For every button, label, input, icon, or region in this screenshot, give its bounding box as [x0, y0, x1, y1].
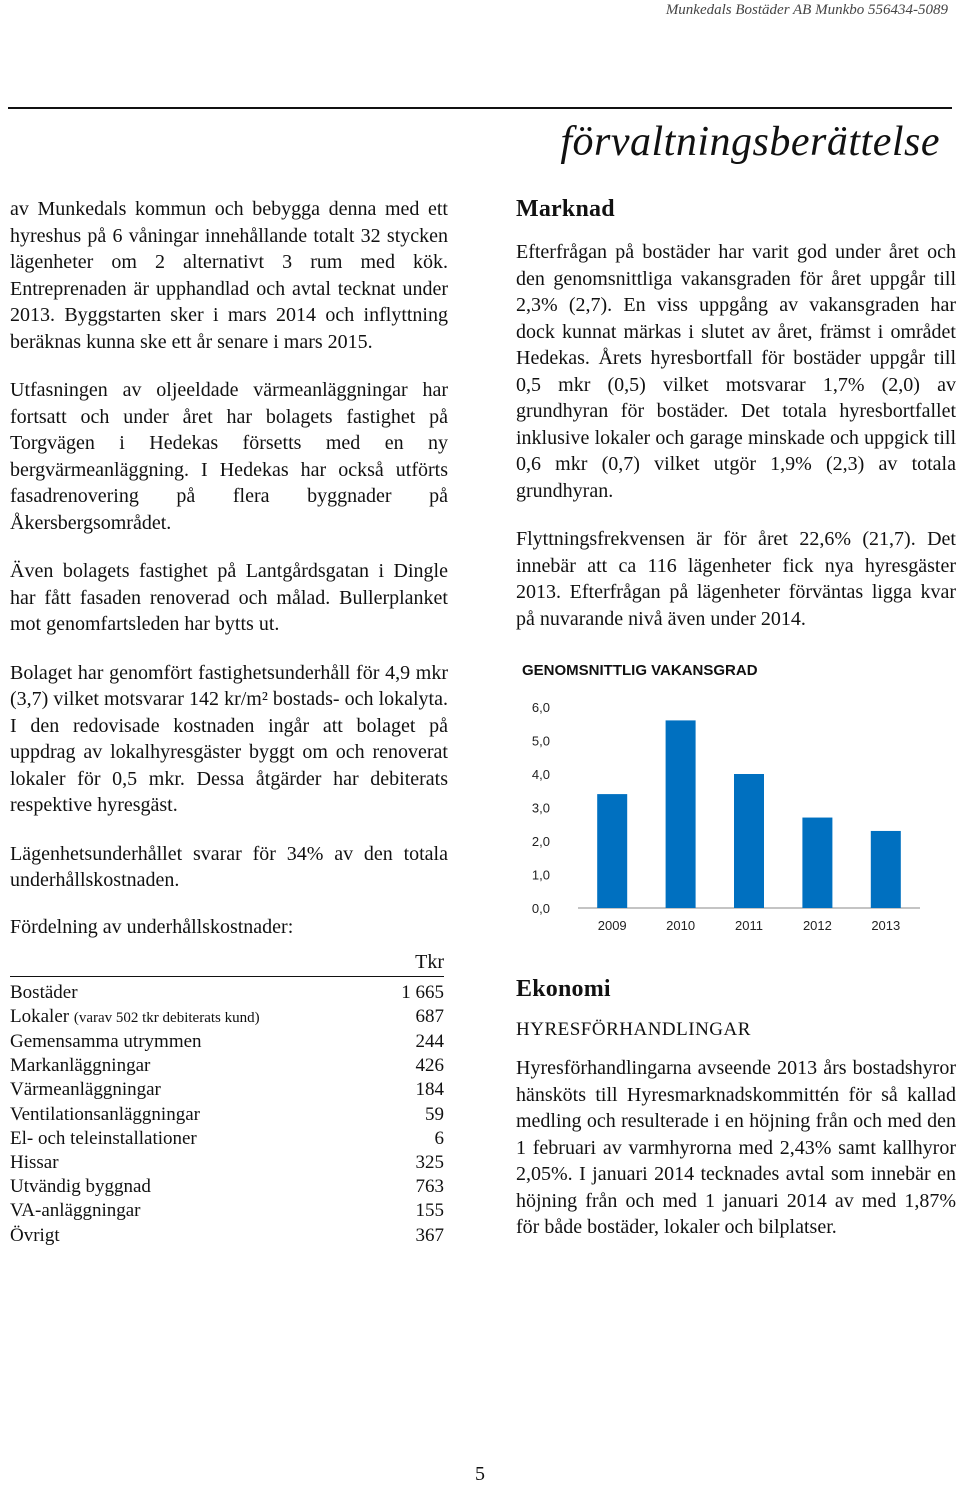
table-row: [10, 1030, 444, 1054]
x-tick-label: 2011: [735, 918, 763, 933]
cost-value: 244: [415, 1030, 444, 1052]
cost-label: VA-anläggningar: [10, 1200, 141, 1222]
cost-table: [10, 981, 448, 1248]
page-number: 5: [475, 1463, 485, 1485]
paragraph-market: Efterfrågan på bostäder har varit god under året och den genomsnittliga vakansgraden för året uppgår till 2,3% (2,7). En viss uppgång av vakansgraden har dock kunnat märkas i slutet av året, främst i området Hedekas. Årets hyresbortfall för bostäder uppgår till 0,5 mkr (0,5) vilket motsvarar 1,7% (2,0) av grundhyran för bostäder. Det totala hyresbortfallet inklusive lokaler och garage minskade och uppgick till 0,6 mkr (0,7) vilket utgör 1,9% (2,3) av totala grundhyran.: [516, 241, 956, 502]
x-tick-label: 2010: [666, 918, 696, 933]
table-row: [10, 981, 444, 1005]
table-row: [10, 1103, 444, 1127]
x-tick-label: 2013: [871, 918, 901, 933]
left-column: [10, 196, 448, 1248]
y-tick-label: 0,0: [531, 901, 550, 916]
subheading-hyresforhandlingar: HYRESFÖRHANDLINGAR: [516, 1019, 751, 1040]
table-row: [10, 1224, 444, 1248]
chart-bar: [666, 720, 696, 908]
heading-ekonomi: Ekonomi: [516, 976, 611, 1002]
document-header: Munkedals Bostäder AB Munkbo 556434-5089: [665, 2, 948, 18]
cost-value: 325: [415, 1151, 444, 1173]
x-tick-label: 2012: [802, 918, 832, 933]
x-tick-label: 2009: [597, 918, 627, 933]
paragraph-facade: Även bolagets fastighet på Lantgårdsgatan i Dingle har fått fasaden renoverad och målad. Bullerplanket mot genomfartsleden har bytts ut.: [10, 560, 448, 635]
paragraph-heating: Utfasningen av oljeeldade värmeanläggningar har fortsatt och under året har bolagets fastighet på Torgvägen i Hedekas försetts med en ny bergvärmeanläggning. I Hedekas har också utförts fasadrenovering på flera byggnader på Åkersbergsområdet.: [10, 379, 448, 534]
chart-svg: [516, 662, 956, 962]
cost-label: Bostäder: [10, 981, 78, 1003]
cost-label: Övrigt: [10, 1224, 60, 1246]
cost-table-rule: [10, 976, 444, 977]
cost-label: Utvändig byggnad: [10, 1176, 151, 1198]
chart-bar: [871, 831, 901, 908]
cost-label: Markanläggningar: [10, 1055, 151, 1077]
y-tick-label: 1,0: [531, 867, 550, 883]
table-row: [10, 1127, 444, 1151]
table-row: [10, 1005, 444, 1030]
table-row: [10, 1078, 444, 1102]
cost-value: 367: [415, 1224, 444, 1246]
table-row: [10, 1199, 444, 1223]
table-row: [10, 1054, 444, 1078]
y-tick-label: 5,0: [531, 733, 550, 749]
cost-value: 763: [415, 1176, 444, 1198]
cost-label: Ventilationsanläggningar: [10, 1103, 200, 1125]
cost-value: 59: [425, 1103, 444, 1125]
cost-table-title: Fördelning av underhållskostnader:: [10, 915, 294, 938]
header-rule: [8, 107, 952, 109]
cost-note: (varav 502 tkr debiterats kund): [73, 1009, 260, 1026]
table-row: [10, 1175, 444, 1199]
cost-table-unit: Tkr: [415, 950, 444, 973]
cost-value: 426: [415, 1055, 444, 1077]
chart-bar: [802, 818, 832, 908]
cost-label: Hissar: [10, 1151, 59, 1173]
right-column: [516, 196, 956, 1263]
section-title: förvaltningsberättelse: [560, 119, 940, 165]
paragraph-construction: av Munkedals kommun och bebygga denna med ett hyreshus på 6 våningar innehållande totalt 32 stycken lägenheter om 2 alternativt 3 rum med kök. Entreprenaden är upphandlad och avtal tecknat under 2013. Byggstarten sker i mars 2014 och inflyttning beräknas kunna ske ett år senare i mars 2015.: [10, 198, 448, 353]
paragraph-maintenance: Bolaget har genomfört fastighetsunderhåll för 4,9 mkr (3,7) vilket motsvarar 142 kr/m² bostads- och lokalyta. I den redovisade kostnaden ingår att bolaget på uppdrag av lokalhyresgäster byggt om och renoverat lokaler för 0,5 mkr. Dessa åtgärder har debiterats respektive hyresgäst.: [10, 661, 448, 816]
y-tick-label: 2,0: [531, 834, 550, 849]
cost-label: Värmeanläggningar: [10, 1079, 161, 1101]
cost-label: Gemensamma utrymmen: [10, 1030, 202, 1052]
y-tick-label: 6,0: [531, 700, 550, 715]
chart-bar: [597, 794, 627, 908]
paragraph-rent-negotiations: Hyresförhandlingarna avseende 2013 års bostadshyror hänsköts till Hyresmarknadskommittén för så kallad medling och resulterade i en höjning från och med den 1 februari av varmhyrorna med 2,43% samt kallhyror 2,05%. I januari 2014 tecknades avtal som innebär en höjning från och med 1 januari 2014 av med 1,87% för både bostäder, lokaler och bilplatser.: [516, 1057, 956, 1238]
cost-value: 1 665: [401, 981, 444, 1003]
vacancy-chart: [516, 662, 956, 962]
cost-value: 155: [415, 1200, 444, 1222]
cost-value: 687: [415, 1005, 444, 1027]
paragraph-moving-frequency: Flyttningsfrekvensen är för året 22,6% (21,7). Det innebär att ca 116 lägenheter fick nya hyresgäster 2013. Efterfrågan på lägenheter förväntas ligga kvar på nuvarande nivå även under 2014.: [516, 528, 956, 630]
paragraph-apartment-maintenance: Lägenhetsunderhållet svarar för 34% av den totala underhållskostnaden.: [10, 842, 448, 891]
cost-value: 184: [415, 1079, 444, 1101]
table-row: [10, 1151, 444, 1175]
y-tick-label: 3,0: [531, 800, 550, 816]
cost-label: Lokaler (varav 502 tkr debiterats kund): [10, 1005, 260, 1027]
cost-value: 6: [434, 1127, 444, 1149]
chart-title: GENOMSNITTLIG VAKANSGRAD: [522, 662, 758, 679]
y-tick-label: 4,0: [531, 767, 550, 782]
cost-label: El- och teleinstallationer: [10, 1127, 197, 1149]
heading-marknad: Marknad: [516, 196, 615, 222]
chart-bar: [734, 774, 764, 908]
